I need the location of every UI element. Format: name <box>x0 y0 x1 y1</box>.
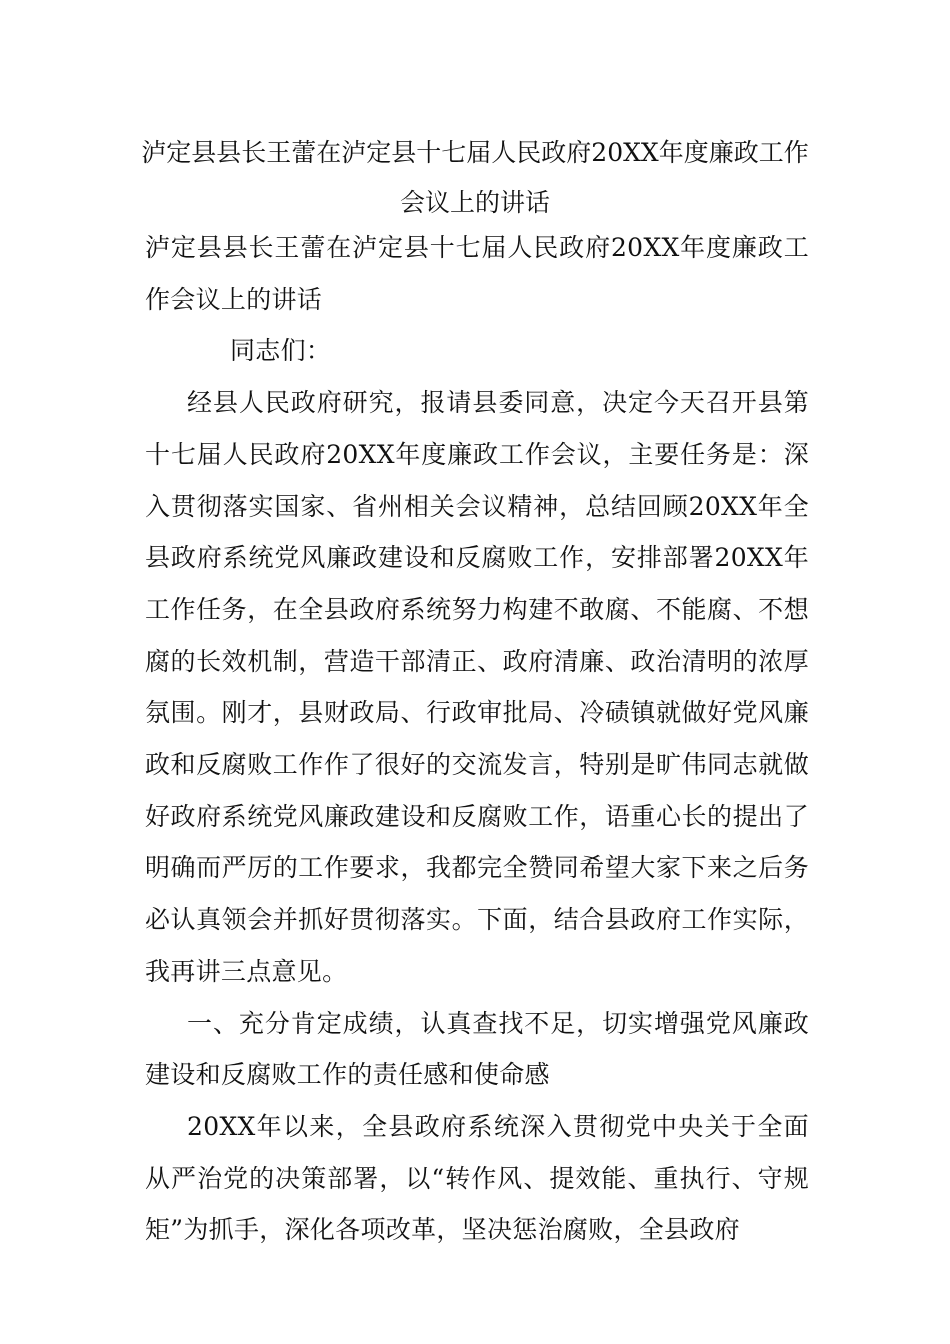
document-subtitle: 泸定县县长王蕾在泸定县十七届人民政府20XX年度廉政工作会议上的讲话 <box>145 233 809 314</box>
document-title: 泸定县县长王蕾在泸定县十七届人民政府20XX年度廉政工作会议上的讲话 <box>141 138 809 217</box>
paragraph-intro: 经县人民政府研究，报请县委同意，决定今天召开县第十七届人民政府20XX年度廉政工作会议，主要任务是：深入贯彻落实国家、省州相关会议精神，总结回顾20XX年全县政府系统党风廉政建设和反腐败工作，安排部署20XX年工作任务，在全县政府系统努力构建不敢腐、不能腐、不想腐的长效机制，营造干部清正、政府清廉、政治清明的浓厚氛围。刚才，县财政局、行政审批局、冷碛镇就做好党风廉政和反腐败工作作了很好的交流发言，特别是旷伟同志就做好政府系统党风廉政建设和反腐败工作，语重心长的提出了明确而严厉的工作要求，我都完全赞同希望大家下来之后务必认真领会并抓好贯彻落实。下面，结合县政府工作实际，我再讲三点意见。 <box>145 388 809 986</box>
document-body <box>145 222 809 1256</box>
section-heading-one: 一、充分肯定成绩，认真查找不足，切实增强党风廉政建设和反腐败工作的责任感和使命感 <box>145 1008 809 1090</box>
salutation: 同志们： <box>230 336 332 366</box>
paragraph-achievements: 20XX年以来，全县政府系统深入贯彻党中央关于全面从严治党的决策部署，以“转作风、提效能、重执行、守规矩”为抓手，深化各项改革，坚决惩治腐败，全县政府 <box>145 1111 809 1245</box>
